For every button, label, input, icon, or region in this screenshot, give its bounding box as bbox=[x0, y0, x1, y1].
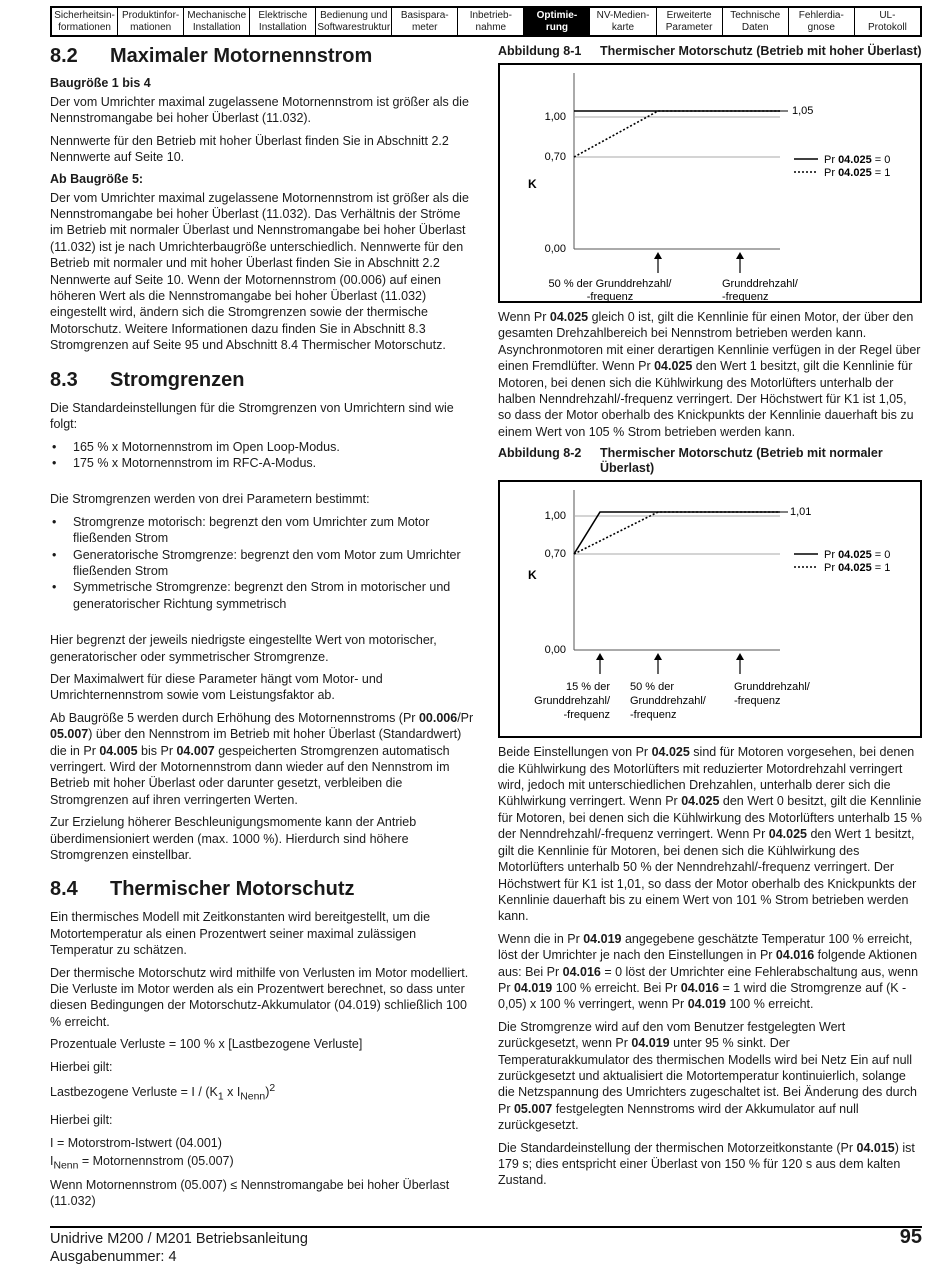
subheading-ab-baugroesse-5: Ab Baugröße 5: bbox=[50, 171, 144, 186]
legend-dotted-label: Pr 04.025 = 1 bbox=[824, 167, 891, 179]
formula-current-actual: I = Motorstrom-Istwert (04.001) bbox=[50, 1135, 222, 1150]
nav-tab-11[interactable]: Technische Daten bbox=[723, 8, 789, 35]
footer-rule bbox=[50, 1226, 922, 1228]
subheading-baugroesse-1-4: Baugröße 1 bis 4 bbox=[50, 76, 151, 90]
paragraph: Ab Baugröße 5 werden durch Erhöhung des Motornennstroms (Pr 00.006/Pr 05.007) über den Nennstrom im Betrieb mit hoher Überlast (Standardwert) die in Pr 04.005 bis Pr 04.007 gespeicherten Stromgrenzen automatisch verringert. Wird der Motornennstrom dann wieder auf den Nennstrom im Betrieb mit hoher Überlast oder darunter gesetzt, verbleiben die Stromgrenzen auf ihren verringerten Werten. bbox=[50, 710, 474, 807]
footer-document-title: Unidrive M200 / M201 Betriebsanleitung bbox=[50, 1231, 308, 1247]
formula-note: Hierbei gilt: bbox=[50, 1113, 113, 1128]
list-item: • Stromgrenze motorisch: begrenzt den vom Umrichter zum Motor fließenden Strom bbox=[50, 514, 474, 547]
nav-tab-8[interactable]: Optimie- rung bbox=[524, 8, 590, 35]
formula-losses: Prozentuale Verluste = 100 % x [Lastbezogene Verluste] bbox=[50, 1037, 363, 1052]
tick-label: 0,70 bbox=[544, 151, 566, 163]
nav-tab-3[interactable]: Mechanische Installation bbox=[184, 8, 250, 35]
section-title: Thermischer Motorschutz bbox=[110, 878, 355, 901]
bullet-list bbox=[50, 514, 474, 612]
x-label-15-percent: 15 % der Grunddrehzahl/ -frequenz bbox=[534, 681, 610, 722]
x-label-50-percent: 50 % der Grunddrehzahl/ -frequenz bbox=[630, 681, 706, 722]
paragraph: Der thermische Motorschutz wird mithilfe von Verlusten im Motor modelliert. Die Verluste im Motor werden als ein Prozentwert berechnet, so dass unter diesen Bedingungen der Motorschutz-Akkumulator (04.019) schließlich 100 % erreicht. bbox=[50, 965, 469, 1029]
formula-condition: Wenn Motornennstrom (05.007) ≤ Nennstromangabe bei hoher Überlast (11.032) bbox=[50, 1177, 450, 1209]
arrow-head bbox=[736, 252, 744, 259]
nav-tab-12[interactable]: Fehlerdia- gnose bbox=[789, 8, 855, 35]
tick-label: 0,00 bbox=[544, 243, 566, 255]
legend-solid-label: Pr 04.025 = 0 bbox=[824, 549, 891, 562]
section-heading-8-2 bbox=[50, 44, 474, 68]
x-label-base-speed: Grunddrehzahl/ -frequenz bbox=[734, 681, 810, 708]
x-label-base-speed: Grunddrehzahl/ -frequenz bbox=[722, 278, 798, 301]
page-number: 95 bbox=[899, 1226, 922, 1248]
right-column bbox=[498, 44, 922, 1195]
nav-tab-7[interactable]: Inbetrieb- nahme bbox=[458, 8, 524, 35]
left-column bbox=[50, 44, 474, 1216]
top-navigation bbox=[50, 6, 922, 37]
paragraph: Hier begrenzt der jeweils niedrigste eingestellte Wert von motorischer, generatorischer oder symmetrischer Stromgrenze. bbox=[50, 633, 437, 664]
k1-label: 1,05 bbox=[792, 105, 814, 117]
nav-tab-1[interactable]: Sicherheitsin- formationen bbox=[52, 8, 118, 35]
footer-issue-number: Ausgabenummer: 4 bbox=[50, 1249, 177, 1265]
section-heading-8-3 bbox=[50, 368, 474, 392]
bullet-list bbox=[50, 439, 474, 472]
figure-8-1 bbox=[498, 63, 922, 303]
section-title: Stromgrenzen bbox=[110, 368, 245, 391]
paragraph: Die Stromgrenze wird auf den vom Benutzer festgelegten Wert zurückgesetzt, wenn Pr 04.019 unter 95 % sinkt. Der Temperaturakkumulator des thermischen Modells wird bei Netz Ein auf null zurückgesetzt und aktualisiert die Motortemperatur kontinuierlich, solange die Netzspannung des Umrichters zugeschaltet ist. Bei Änderung des durch Pr 05.007 festgelegten Nennstroms wird der Akkumulator auf null zurückgesetzt. bbox=[498, 1019, 917, 1133]
paragraph: Beide Einstellungen von Pr 04.025 sind für Motoren vorgesehen, bei denen die Kühlwirkung des Motorlüfters mit reduzierter Motordrehzahl verringert wird, jedoch mit unterschiedlichen Drehzahlen, unterhalb derer sich die Kühlwirkung verringert. Wenn Pr 04.025 den Wert 0 besitzt, gilt die Kennlinie für Motoren, bei denen sich die Kühlwirkung des Motorlüfters unterhalb 15 % der Nenndrehzahl/-frequenz verringert. Wenn Pr 04.025 den Wert 1 besitzt, gilt die Kennlinie für Motoren, bei denen sich die Kühlwirkung des Motorlüfters unterhalb 50 % der Nenndrehzahl/-frequenz verringert. Der Höchstwert für K1 ist 1,01, so dass der Motor oberhalb des Knickpunkts der Kennlinie dauerhaft bis zu einem Wert von 101 % Strom betrieben werden kann. bbox=[498, 745, 922, 924]
legend-solid-label: Pr 04.025 = 0 bbox=[824, 154, 891, 166]
tick-label: 0,00 bbox=[544, 644, 566, 657]
legend-dotted-label: Pr 04.025 = 1 bbox=[824, 562, 891, 575]
x-label-50-percent: 50 % der Grunddrehzahl/ -frequenz bbox=[548, 278, 672, 301]
section-number: 8.3 bbox=[50, 368, 78, 391]
list-item: • Symmetrische Stromgrenze: begrenzt den Strom in motorischer und generatorischer Richtung symmetrisch bbox=[50, 579, 474, 612]
tick-label: 0,70 bbox=[544, 548, 566, 561]
formula-load-losses: Lastbezogene Verluste = I / ($K_1$ x $I_{Nenn})^2$ bbox=[50, 1083, 276, 1103]
figure-number: Abbildung 8-1 bbox=[498, 44, 582, 58]
section-number: 8.4 bbox=[50, 878, 78, 901]
nav-tab-4[interactable]: Elektrische Installation bbox=[250, 8, 316, 35]
paragraph: Die Standardeinstellungen für die Stromgrenzen von Umrichtern sind wie folgt: bbox=[50, 400, 454, 432]
formula-note: Hierbei gilt: bbox=[50, 1059, 113, 1074]
nav-tab-9[interactable]: NV-Medien- karte bbox=[590, 8, 656, 35]
paragraph: Die Standardeinstellung der thermischen Motorzeitkonstante (Pr 04.015) ist 179 s; dies entspricht einer Überlast von 150 % für 120 s aus dem kalten Zustand. bbox=[498, 1140, 915, 1188]
section-number: 8.2 bbox=[50, 45, 78, 67]
tick-label: 1,00 bbox=[544, 111, 566, 123]
paragraph: Ein thermisches Modell mit Zeitkonstanten wird bereitgestellt, um die Motortemperatur als einen Prozentwert seiner maximal zulässigen Temperatur zu schätzen. bbox=[50, 910, 431, 958]
nav-tab-5[interactable]: Bedienung und Softwarestruktur bbox=[316, 8, 392, 35]
figure-number: Abbildung 8-2 bbox=[498, 446, 582, 461]
arrow-head bbox=[736, 653, 744, 660]
nav-tab-13[interactable]: UL- Protokoll bbox=[867, 10, 907, 33]
figure-caption-8-2 bbox=[498, 446, 922, 476]
paragraph: Die Stromgrenzen werden von drei Parametern bestimmt: bbox=[50, 492, 370, 507]
k1-label: 1,01 bbox=[790, 506, 812, 519]
figure-8-1-diagram bbox=[500, 65, 920, 301]
tick-label: 1,00 bbox=[544, 510, 566, 523]
paragraph: Wenn Pr 04.025 gleich 0 ist, gilt die Kennlinie für einen Motor, der über den gesamten Drehzahlbereich bei Nennstrom betrieben werden kann. Asynchronmotoren mit einer derartigen Kennlinie verfügen in der Regel über einen Fremdlüfter. Wenn Pr 04.025 den Wert 1 besitzt, gilt die Kennlinie für Motoren, bei denen sich die Kühlwirkung des Motorlüfters unterhalb der halben Nenndrehzahl/-frequenz verringert. Der Höchstwert für K1 ist 1,05, so dass der Motor oberhalb des Knickpunkts der Kennlinie dauerhaft bis zu einem Wert von 105 % Strom betrieben werden kann. bbox=[498, 310, 921, 439]
paragraph: Wenn die in Pr 04.019 angegebene geschätzte Temperatur 100 % erreicht, löst der Umrichter je nach den Einstellungen in Pr 04.016 folgende Aktionen aus: Bei Pr 04.016 = 0 löst der Umrichter eine Fehlerabschaltung aus, wenn Pr 04.019 100 % erreicht. Bei Pr 04.016 = 1 wird die Stromgrenze auf (K - 0,05) x 100 % verringert, wenn Pr 04.019 100 % erreicht. bbox=[498, 931, 919, 1012]
curve-dotted-1 bbox=[574, 512, 780, 554]
arrow-head bbox=[596, 653, 604, 660]
paragraph: Zur Erzielung höherer Beschleunigungsmomente kann der Antrieb überdimensioniert werden (max. 1000 %). Hierdurch sind höhere Stromgrenzen einstellbar. bbox=[50, 815, 417, 863]
section-title: Maximaler Motornennstrom bbox=[110, 45, 373, 67]
curve-dotted-1 bbox=[574, 111, 780, 157]
curve-solid-0 bbox=[574, 512, 780, 554]
figure-8-2-diagram bbox=[500, 482, 920, 736]
list-item: • 165 % x Motornennstrom im Open Loop-Modus. bbox=[50, 439, 474, 455]
formula-rated-current: $I_{Nenn}$ = Motornennstrom (05.007) bbox=[50, 1153, 234, 1172]
figure-8-2 bbox=[498, 480, 922, 738]
arrow-head bbox=[654, 252, 662, 259]
figure-title: Thermischer Motorschutz (Betrieb mit normaler Überlast) bbox=[600, 446, 883, 476]
nav-tab-2[interactable]: Produktinfor- mationen bbox=[118, 8, 184, 35]
nav-tab-6[interactable]: Basispara- meter bbox=[392, 8, 458, 35]
paragraph: Der vom Umrichter maximal zugelassene Motornennstrom ist größer als die Nennstromangabe bei hoher Überlast (11.032). Das Verhältnis der Ströme im Betrieb mit normaler Überlast und Nennstromangabe bei hoher Überlast (11.032) ist je nach Umrichterbaugröße unterschiedlich. Nennwerte für den Betrieb mit normaler und mit hoher Überlast finden Sie in Abschnitt 2.2 Nennwerte auf Seite 10. Wenn der Motornennstrom (00.006) auf einen höheren Wert als die Nennstromangabe bei hoher Überlast (11.032) eingestellt wird, ändern sich die Stromgrenzen sowie der thermische Motorschutz. Weitere Informationen dazu finden Sie in Abschnitt 8.3 Stromgrenzen auf Seite 95 und Abschnitt 8.4 Thermischer Motorschutz. bbox=[50, 190, 469, 353]
list-item: • 175 % x Motornennstrom im RFC-A-Modus. bbox=[50, 455, 474, 471]
list-item: • Generatorische Stromgrenze: begrenzt den vom Motor zum Umrichter fließenden Strom bbox=[50, 547, 474, 580]
arrow-head bbox=[654, 653, 662, 660]
y-axis-label: K bbox=[528, 177, 537, 191]
paragraph: Nennwerte für den Betrieb mit hoher Überlast finden Sie in Abschnitt 2.2 Nennwerte auf Seite 10. bbox=[50, 133, 449, 165]
nav-tab-10[interactable]: Erweiterte Parameter bbox=[657, 8, 723, 35]
y-axis-label: K bbox=[528, 568, 537, 583]
section-heading-8-4 bbox=[50, 877, 474, 901]
paragraph: Der vom Umrichter maximal zugelassene Motornennstrom ist größer als die Nennstromangabe bei hoher Überlast (11.032). bbox=[50, 95, 469, 126]
figure-caption-8-1 bbox=[498, 44, 922, 59]
figure-title: Thermischer Motorschutz (Betrieb mit hoher Überlast) bbox=[600, 44, 922, 58]
paragraph: Der Maximalwert für diese Parameter hängt vom Motor- und Umrichternennstrom sowie vom Leistungsfaktor ab. bbox=[50, 671, 383, 703]
